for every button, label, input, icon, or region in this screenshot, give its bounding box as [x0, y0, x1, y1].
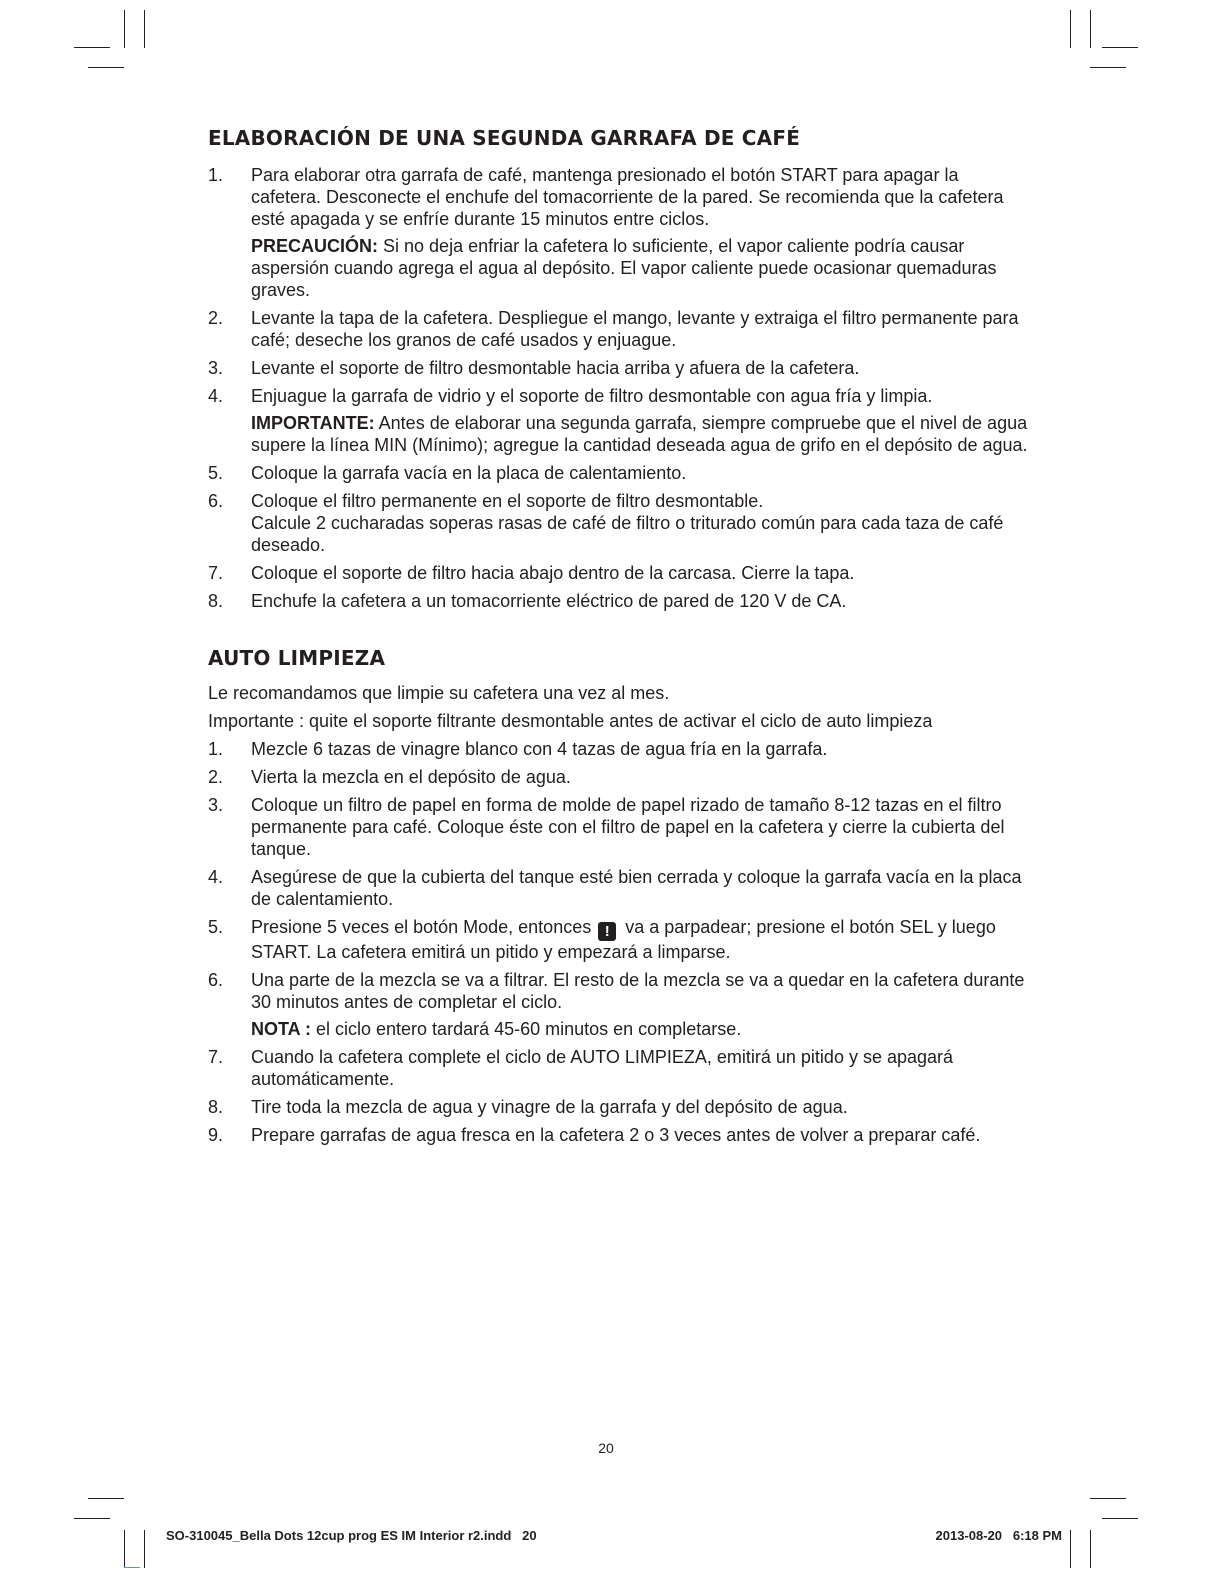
crop-mark [74, 1518, 110, 1519]
list-item [208, 164, 1028, 301]
list-item [208, 562, 1028, 584]
page-number: 20 [598, 1440, 614, 1456]
note-text: el ciclo entero tardará 45-60 minutos en completarse. [311, 1019, 742, 1039]
item-text: Una parte de la mezcla se va a filtrar. El resto de la mezcla se va a quedar en la cafetera durante 30 minutos antes de completar el ciclo. [251, 970, 1025, 1012]
item-number: 2. [208, 767, 224, 787]
section-title: ELABORACIÓN DE UNA SEGUNDA GARRAFA DE CAFÉ [208, 126, 801, 150]
intro-paragraph: Importante : quite el soporte filtrante desmontable antes de activar el ciclo de auto limpieza [208, 711, 933, 731]
item-text-continued: Calcule 2 cucharadas soperas rasas de café de filtro o triturado común para cada taza de café deseado. [251, 513, 1004, 555]
intro-paragraph: Le recomandamos que limpie su cafetera una vez al mes. [208, 683, 670, 703]
list-item [208, 1096, 1028, 1118]
item-text: Prepare garrafas de agua fresca en la cafetera 2 o 3 veces antes de volver a preparar café. [251, 1125, 981, 1145]
crop-mark [144, 1530, 145, 1568]
item-number: 1. [208, 165, 224, 185]
list-item [208, 794, 1028, 860]
important-note [251, 412, 1028, 456]
item-number: 7. [208, 563, 224, 583]
crop-mark [124, 1530, 125, 1568]
list-item [208, 766, 1028, 788]
crop-mark [1090, 10, 1091, 48]
crop-mark [124, 10, 125, 48]
list-item [208, 490, 1028, 556]
item-text: Enchufe la cafetera a un tomacorriente eléctrico de pared de 120 V de CA. [251, 591, 847, 611]
alert-icon: ! [598, 922, 616, 941]
list-item [208, 307, 1028, 351]
page-content [208, 124, 1028, 1152]
list-item [208, 738, 1028, 760]
crop-mark [1090, 67, 1126, 68]
item-text-part: Presione 5 veces el botón Mode, entonces [251, 917, 592, 937]
item-number: 4. [208, 867, 224, 887]
footer-timestamp: 2013-08-20 6:18 PM [935, 1528, 1062, 1543]
item-number: 4. [208, 386, 224, 406]
section-title: AUTO LIMPIEZA [208, 646, 386, 670]
item-text: Para elaborar otra garrafa de café, mantenga presionado el botón START para apagar la cafetera. Desconecte el enchufe del tomacorriente de la pared. Se recomienda que la cafetera esté apagada y se enfríe durante 15 minutos entre ciclos. [251, 165, 1004, 229]
item-text: Coloque un filtro de papel en forma de molde de papel rizado de tamaño 8-12 tazas en el filtro permanente para café. Coloque éste con el filtro de papel en la cafetera y cierre la cubierta del tanque. [251, 795, 1005, 859]
list-item [208, 916, 1028, 963]
list-item [208, 385, 1028, 456]
item-text: Asegúrese de que la cubierta del tanque esté bien cerrada y coloque la garrafa vacía en la placa de calentamiento. [251, 867, 1022, 909]
item-number: 5. [208, 917, 224, 937]
crop-mark [1090, 1530, 1091, 1568]
crop-mark [1102, 1518, 1138, 1519]
item-number: 6. [208, 970, 224, 990]
item-number: 2. [208, 308, 224, 328]
item-number: 7. [208, 1047, 224, 1067]
crop-mark [1070, 10, 1071, 48]
note-text: Si no deja enfriar la cafetera lo suficiente, el vapor caliente podría causar aspersión cuando agrega el agua al depósito. El vapor caliente puede ocasionar quemaduras graves. [251, 236, 997, 300]
item-number: 1. [208, 739, 224, 759]
list-item [208, 462, 1028, 484]
note-label: IMPORTANTE: [251, 413, 375, 433]
list-item [208, 969, 1028, 1040]
list-item [208, 590, 1028, 612]
item-number: 9. [208, 1125, 224, 1145]
crop-mark [1070, 1530, 1071, 1568]
item-number: 8. [208, 1097, 224, 1117]
note-label: NOTA : [251, 1019, 311, 1039]
item-text: Vierta la mezcla en el depósito de agua. [251, 767, 571, 787]
crop-mark [88, 1498, 124, 1499]
crop-mark [144, 10, 145, 48]
item-text: Levante el soporte de filtro desmontable hacia arriba y afuera de la cafetera. [251, 358, 860, 378]
list-item [208, 1124, 1028, 1146]
crop-mark [88, 67, 124, 68]
item-text: Enjuague la garrafa de vidrio y el soporte de filtro desmontable con agua fría y limpia. [251, 386, 933, 406]
item-number: 3. [208, 795, 224, 815]
item-text: Levante la tapa de la cafetera. Despliegue el mango, levante y extraiga el filtro permanente para café; deseche los granos de café usados y enjuague. [251, 308, 1019, 350]
item-number: 8. [208, 591, 224, 611]
nota-note [251, 1018, 1028, 1040]
item-text: Mezcle 6 tazas de vinagre blanco con 4 tazas de agua fría en la garrafa. [251, 739, 828, 759]
item-text: Coloque la garrafa vacía en la placa de calentamiento. [251, 463, 687, 483]
list-item [208, 357, 1028, 379]
item-number: 5. [208, 463, 224, 483]
crop-mark [74, 47, 110, 48]
footer-filename: SO-310045_Bella Dots 12cup prog ES IM Interior r2.indd 20 [166, 1528, 537, 1543]
item-text: Cuando la cafetera complete el ciclo de AUTO LIMPIEZA, emitirá un pitido y se apagará automáticamente. [251, 1047, 954, 1089]
item-number: 3. [208, 358, 224, 378]
item-text-part: va a parpadear; presione el botón SEL y luego START. La cafetera emitirá un pitido y empezará a limparse. [251, 917, 996, 962]
note-label: PRECAUCIÓN: [251, 236, 379, 256]
list-item [208, 866, 1028, 910]
item-number: 6. [208, 491, 224, 511]
item-text: Coloque el filtro permanente en el soporte de filtro desmontable. [251, 491, 764, 511]
crop-mark [1102, 47, 1138, 48]
note-text: Antes de elaborar una segunda garrafa, siempre compruebe que el nivel de agua supere la línea MIN (Mínimo); agregue la cantidad deseada agua de grifo en el depósito de agua. [251, 413, 1028, 455]
crop-mark [1090, 1498, 1126, 1499]
caution-note [251, 235, 1028, 301]
list-item [208, 1046, 1028, 1090]
footer-rule [124, 1567, 140, 1568]
item-text [251, 916, 1028, 963]
item-text: Coloque el soporte de filtro hacia abajo dentro de la carcasa. Cierre la tapa. [251, 563, 855, 583]
item-text: Tire toda la mezcla de agua y vinagre de la garrafa y del depósito de agua. [251, 1097, 848, 1117]
